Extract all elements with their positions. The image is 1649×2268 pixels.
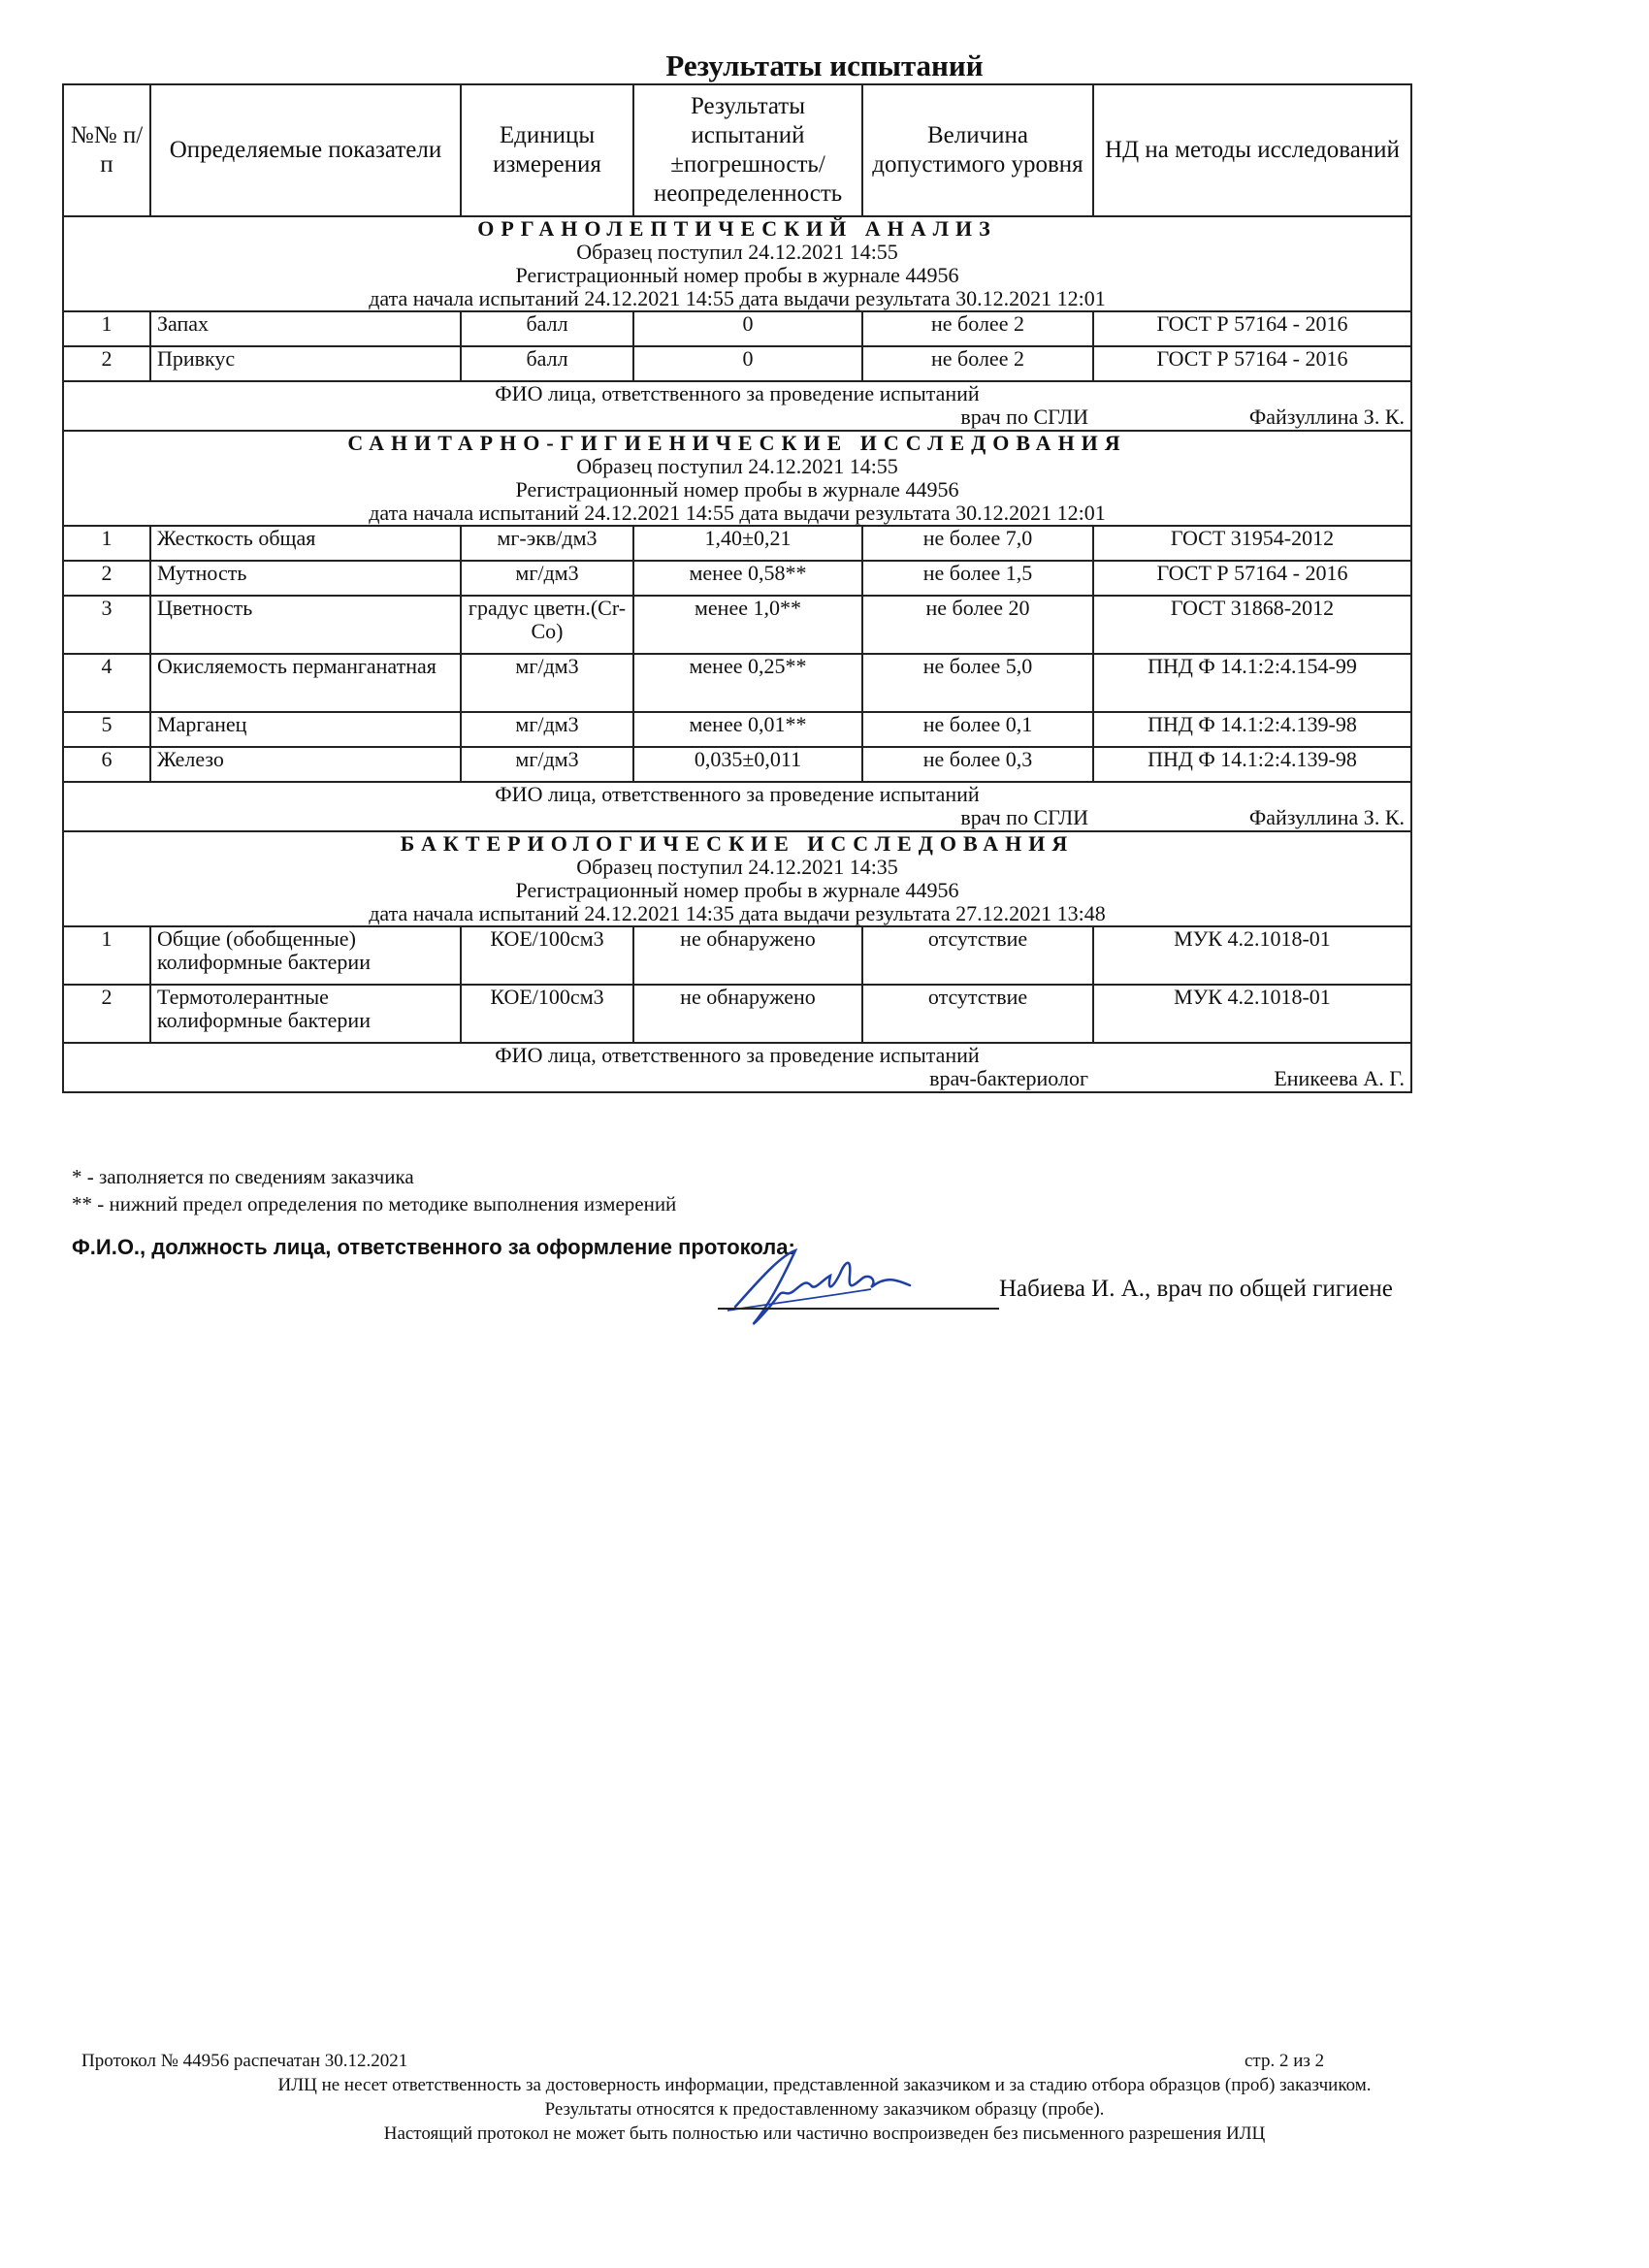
sample-received: Образец поступил 24.12.2021 14:55 — [576, 454, 898, 478]
row-result: 0 — [633, 311, 862, 346]
row-limit: не более 20 — [862, 596, 1093, 654]
table-row — [63, 311, 1411, 346]
section-title: БАКТЕРИОЛОГИЧЕСКИЕ ИССЛЕДОВАНИЯ — [400, 831, 1075, 856]
table-row — [63, 561, 1411, 596]
section-bacteriological — [63, 831, 1411, 1092]
row-num: 4 — [63, 654, 150, 712]
row-limit: не более 2 — [862, 346, 1093, 381]
sample-received: Образец поступил 24.12.2021 14:55 — [576, 240, 898, 264]
registration-number: Регистрационный номер пробы в журнале 44956 — [515, 477, 959, 502]
table-row — [63, 654, 1411, 712]
row-method: ГОСТ Р 57164 - 2016 — [1093, 346, 1411, 381]
row-units: мг-экв/дм3 — [461, 526, 633, 561]
section-sanitary — [63, 431, 1411, 831]
row-units: градус цветн.(Cr-Co) — [461, 596, 633, 654]
table-row — [63, 985, 1411, 1043]
test-dates: дата начала испытаний 24.12.2021 14:55 дата выдачи результата 30.12.2021 12:01 — [369, 501, 1106, 525]
row-param: Запах — [150, 311, 461, 346]
header-limit: Величина допустимого уровня — [862, 84, 1093, 216]
disclaimer-line: ИЛЦ не несет ответственность за достоверность информации, представленной заказчиком и за стадию отбора образцов (проб) заказчиком. — [277, 2075, 1372, 2095]
responsible-label: ФИО лица, ответственного за проведение испытаний — [495, 1043, 980, 1067]
registration-number: Регистрационный номер пробы в журнале 44956 — [515, 878, 959, 902]
row-result: менее 0,01** — [633, 712, 862, 747]
row-units: КОЕ/100см3 — [461, 926, 633, 985]
header-num: №№ п/п — [63, 84, 150, 216]
table-row — [63, 526, 1411, 561]
row-result: менее 0,25** — [633, 654, 862, 712]
row-units: мг/дм3 — [461, 712, 633, 747]
handwritten-signature — [726, 1247, 920, 1334]
row-num: 5 — [63, 712, 150, 747]
row-limit: отсутствие — [862, 926, 1093, 985]
row-method: МУК 4.2.1018-01 — [1093, 985, 1411, 1043]
table-row — [63, 926, 1411, 985]
responsible-name: Еникеева А. Г. — [1274, 1066, 1405, 1090]
row-result: 1,40±0,21 — [633, 526, 862, 561]
row-units: мг/дм3 — [461, 747, 633, 782]
row-limit: не более 7,0 — [862, 526, 1093, 561]
row-num: 1 — [63, 311, 150, 346]
row-param: Привкус — [150, 346, 461, 381]
signature-line — [718, 1308, 999, 1310]
page-number: стр. 2 из 2 — [1245, 2051, 1325, 2071]
row-limit: не более 1,5 — [862, 561, 1093, 596]
row-result: 0 — [633, 346, 862, 381]
row-method: ГОСТ 31868-2012 — [1093, 596, 1411, 654]
disclaimer-line: Результаты относятся к предоставленному заказчиком образцу (пробе). — [544, 2099, 1105, 2120]
row-result: не обнаружено — [633, 926, 862, 985]
row-method: ПНД Ф 14.1:2:4.154-99 — [1093, 654, 1411, 712]
footnotes — [72, 1163, 676, 1217]
row-result: менее 1,0** — [633, 596, 862, 654]
responsible-row — [63, 381, 1411, 431]
row-limit: не более 5,0 — [862, 654, 1093, 712]
header-result: Результаты испытаний ±погрешность/ неопределенность — [633, 84, 862, 216]
table-row — [63, 712, 1411, 747]
row-result: не обнаружено — [633, 985, 862, 1043]
row-units: балл — [461, 346, 633, 381]
footnote: ** - нижний предел определения по методике выполнения измерений — [72, 1192, 677, 1215]
row-num: 3 — [63, 596, 150, 654]
row-limit: отсутствие — [862, 985, 1093, 1043]
row-units: мг/дм3 — [461, 654, 633, 712]
row-method: ГОСТ Р 57164 - 2016 — [1093, 561, 1411, 596]
row-method: МУК 4.2.1018-01 — [1093, 926, 1411, 985]
row-limit: не более 0,3 — [862, 747, 1093, 782]
row-param: Цветность — [150, 596, 461, 654]
table-row — [63, 346, 1411, 381]
section-title: ОРГАНОЛЕПТИЧЕСКИЙ АНАЛИЗ — [477, 216, 997, 241]
page-title: Результаты испытаний — [665, 49, 984, 82]
row-param: Мутность — [150, 561, 461, 596]
row-method: ГОСТ 31954-2012 — [1093, 526, 1411, 561]
row-units: мг/дм3 — [461, 561, 633, 596]
disclaimer-line: Настоящий протокол не может быть полностью или частично воспроизведен без письменного разрешения ИЛЦ — [383, 2123, 1266, 2144]
responsible-position: врач по СГЛИ — [960, 405, 1088, 429]
row-method: ПНД Ф 14.1:2:4.139-98 — [1093, 712, 1411, 747]
signature-label: Ф.И.О., должность лица, ответственного за оформление протокола: — [72, 1235, 795, 1259]
row-num: 1 — [63, 526, 150, 561]
row-limit: не более 0,1 — [862, 712, 1093, 747]
row-method: ГОСТ Р 57164 - 2016 — [1093, 311, 1411, 346]
footnote: * - заполняется по сведениям заказчика — [72, 1165, 414, 1188]
row-num: 2 — [63, 346, 150, 381]
row-num: 2 — [63, 985, 150, 1043]
header-method: НД на методы исследований — [1093, 84, 1411, 216]
sample-received: Образец поступил 24.12.2021 14:35 — [576, 855, 898, 879]
test-dates: дата начала испытаний 24.12.2021 14:35 дата выдачи результата 27.12.2021 13:48 — [369, 901, 1106, 925]
row-units: балл — [461, 311, 633, 346]
protocol-info: Протокол № 44956 распечатан 30.12.2021 — [81, 2051, 408, 2071]
row-param: Жесткость общая — [150, 526, 461, 561]
row-num: 6 — [63, 747, 150, 782]
row-num: 2 — [63, 561, 150, 596]
table-row — [63, 596, 1411, 654]
registration-number: Регистрационный номер пробы в журнале 44956 — [515, 263, 959, 287]
row-param: Железо — [150, 747, 461, 782]
header-units: Единицы измерения — [461, 84, 633, 216]
responsible-label: ФИО лица, ответственного за проведение испытаний — [495, 381, 980, 405]
responsible-row — [63, 782, 1411, 831]
responsible-label: ФИО лица, ответственного за проведение испытаний — [495, 782, 980, 806]
responsible-position: врач по СГЛИ — [960, 805, 1088, 829]
row-result: менее 0,58** — [633, 561, 862, 596]
results-table — [62, 83, 1412, 1093]
section-title: САНИТАРНО-ГИГИЕНИЧЕСКИЕ ИССЛЕДОВАНИЯ — [347, 431, 1127, 455]
responsible-position: врач-бактериолог — [929, 1066, 1088, 1090]
header-param: Определяемые показатели — [150, 84, 461, 216]
table-header-row — [63, 84, 1411, 216]
responsible-row — [63, 1043, 1411, 1092]
row-param: Марганец — [150, 712, 461, 747]
signatory-name: Набиева И. А., врач по общей гигиене — [999, 1276, 1393, 1302]
section-organoleptic — [63, 216, 1411, 431]
row-result: 0,035±0,011 — [633, 747, 862, 782]
page-footer — [0, 2049, 1649, 2146]
row-method: ПНД Ф 14.1:2:4.139-98 — [1093, 747, 1411, 782]
test-dates: дата начала испытаний 24.12.2021 14:55 дата выдачи результата 30.12.2021 12:01 — [369, 286, 1106, 310]
table-row — [63, 747, 1411, 782]
row-units: КОЕ/100см3 — [461, 985, 633, 1043]
row-limit: не более 2 — [862, 311, 1093, 346]
row-param: Общие (обобщенные) колиформные бактерии — [150, 926, 461, 985]
row-param: Термотолерантные колиформные бактерии — [150, 985, 461, 1043]
responsible-name: Файзуллина З. К. — [1248, 805, 1405, 829]
row-num: 1 — [63, 926, 150, 985]
row-param: Окисляемость перманганатная — [150, 654, 461, 712]
responsible-name: Файзуллина З. К. — [1248, 405, 1405, 429]
